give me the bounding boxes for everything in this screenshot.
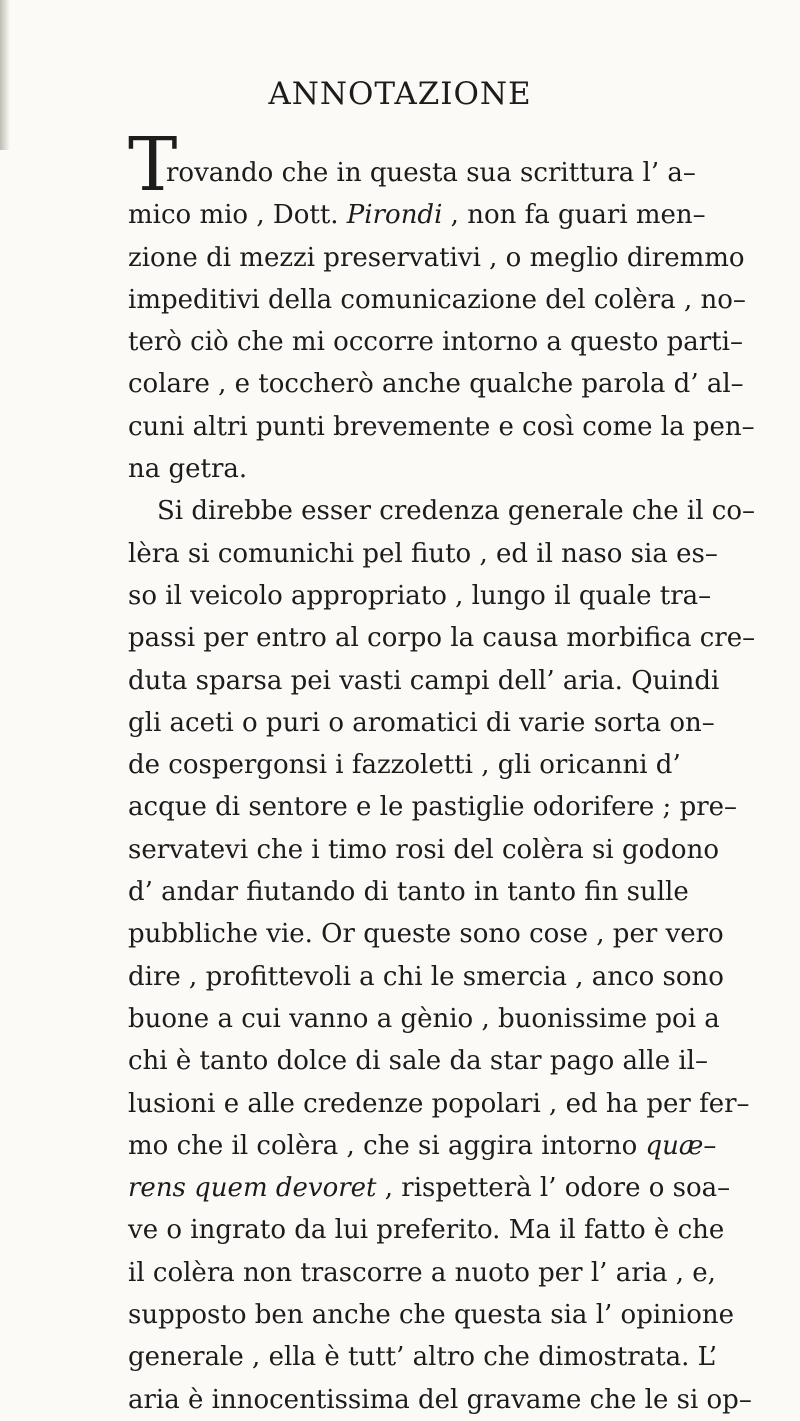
text-line: terò ciò che mi occorre intorno a questo parti– (128, 327, 743, 358)
text-line: dire , profittevoli a chi le smercia , anco sono (128, 961, 724, 992)
text-line: lèra si comunichi pel fiuto , ed il naso sia es– (128, 538, 718, 569)
text-line: chi è tanto dolce di sale da star pago alle il– (128, 1046, 708, 1077)
text-line: generale , ella è tutt’ altro che dimostrata. L’ (128, 1342, 717, 1373)
italic-name: Pirondi (346, 200, 443, 231)
italic-latin: quæ– (645, 1130, 717, 1161)
page-edge-shadow (0, 0, 10, 150)
text-line: impeditivi della comunicazione del colèra , no– (128, 284, 746, 315)
italic-latin: rens quem devoret (128, 1173, 377, 1204)
text-line: rovando che in questa sua scrittura l’ a– (166, 158, 696, 188)
body-text (128, 152, 756, 1421)
text-line: buone a cui vanno a gènio , buonissime poi a (128, 1003, 720, 1034)
text-line: supposto ben anche che questa sia l’ opinione (128, 1300, 734, 1331)
text-line: passi per entro al corpo la causa morbifica cre– (128, 623, 756, 654)
text-line: mo che il colèra , che si aggira intorno quæ– (128, 1130, 717, 1161)
text-line: gli aceti o puri o aromatici di varie sorta on– (128, 707, 715, 738)
text-line: na getra. (128, 454, 248, 485)
text-line: duta sparsa pei vasti campi dell’ aria. Quindi (128, 665, 720, 696)
text-line: mico mio , Dott. Pirondi , non fa guari men– (128, 200, 706, 231)
text-line: so il veicolo appropriato , lungo il quale tra– (128, 580, 712, 611)
text-line: acque di sentore e le pastiglie odorifere ; pre– (128, 792, 738, 823)
text-line: cuni altri punti brevemente e così come la pen– (128, 411, 755, 442)
text-line: d’ andar fiutando di tanto in tanto fin sulle (128, 877, 689, 908)
text-line: aria è innocentissima del gravame che le si op– (128, 1384, 752, 1415)
text-line: lusioni e alle credenze popolari , ed ha per fer– (128, 1088, 750, 1119)
text-line: pubbliche vie. Or queste sono cose , per vero (128, 919, 724, 950)
text-line: rens quem devoret , rispetterà l’ odore o soa– (128, 1173, 731, 1204)
text-line: il colèra non trascorre a nuoto per l’ aria , e, (128, 1257, 716, 1288)
text-line: zione di mezzi preservativi , o meglio diremmo (128, 242, 745, 273)
text-line: servatevi che i timo rosi del colèra si godono (128, 834, 719, 865)
text-line: Si direbbe esser credenza generale che il co– (157, 496, 755, 527)
text-line: ve o ingrato da lui preferito. Ma il fatto è che (128, 1215, 725, 1246)
drop-cap: T (128, 122, 178, 208)
text-line: colare , e toccherò anche qualche parola d’ al– (128, 369, 744, 400)
text-line: de cospergonsi i fazzoletti , gli oricanni d’ (128, 750, 681, 781)
page-heading: ANNOTAZIONE (268, 76, 532, 112)
